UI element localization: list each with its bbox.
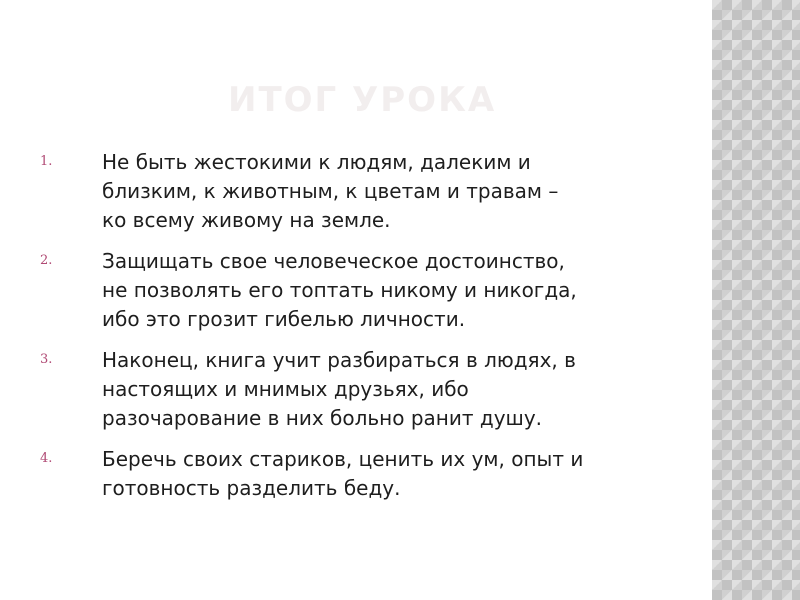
- list-item: [40, 346, 680, 433]
- list-item-text: [102, 148, 558, 235]
- list-item: [40, 148, 680, 235]
- text-line: Наконец, книга учит разбираться в людях, в: [102, 348, 576, 372]
- list-item-number: 1.: [40, 154, 53, 169]
- list-item-text: [102, 346, 576, 433]
- list-item-text: [102, 247, 577, 334]
- text-line: Защищать свое человеческое достоинство,: [102, 249, 565, 273]
- list-item-number: 4.: [40, 451, 53, 466]
- slide-title: ИТОГ УРОКА: [228, 80, 497, 120]
- list-item-number: 2.: [40, 253, 53, 268]
- list-item-number: 3.: [40, 352, 53, 367]
- text-line: Беречь своих стариков, ценить их ум, опыт и: [102, 447, 584, 471]
- text-line: Не быть жестокими к людям, далеким и: [102, 150, 531, 174]
- text-line: ибо это грозит гибелью личности.: [102, 307, 466, 331]
- numbered-list: [40, 148, 680, 515]
- list-item: [40, 445, 680, 503]
- text-line: настоящих и мнимых друзьях, ибо: [102, 377, 469, 401]
- text-line: не позволять его топтать никому и никогда,: [102, 278, 577, 302]
- text-line: разочарование в них больно ранит душу.: [102, 406, 543, 430]
- text-line: ко всему живому на земле.: [102, 208, 391, 232]
- list-item: [40, 247, 680, 334]
- text-line: готовность разделить беду.: [102, 476, 401, 500]
- list-item-text: [102, 445, 583, 503]
- decorative-side-pattern: [712, 0, 800, 600]
- text-line: близким, к животным, к цветам и травам –: [102, 179, 559, 203]
